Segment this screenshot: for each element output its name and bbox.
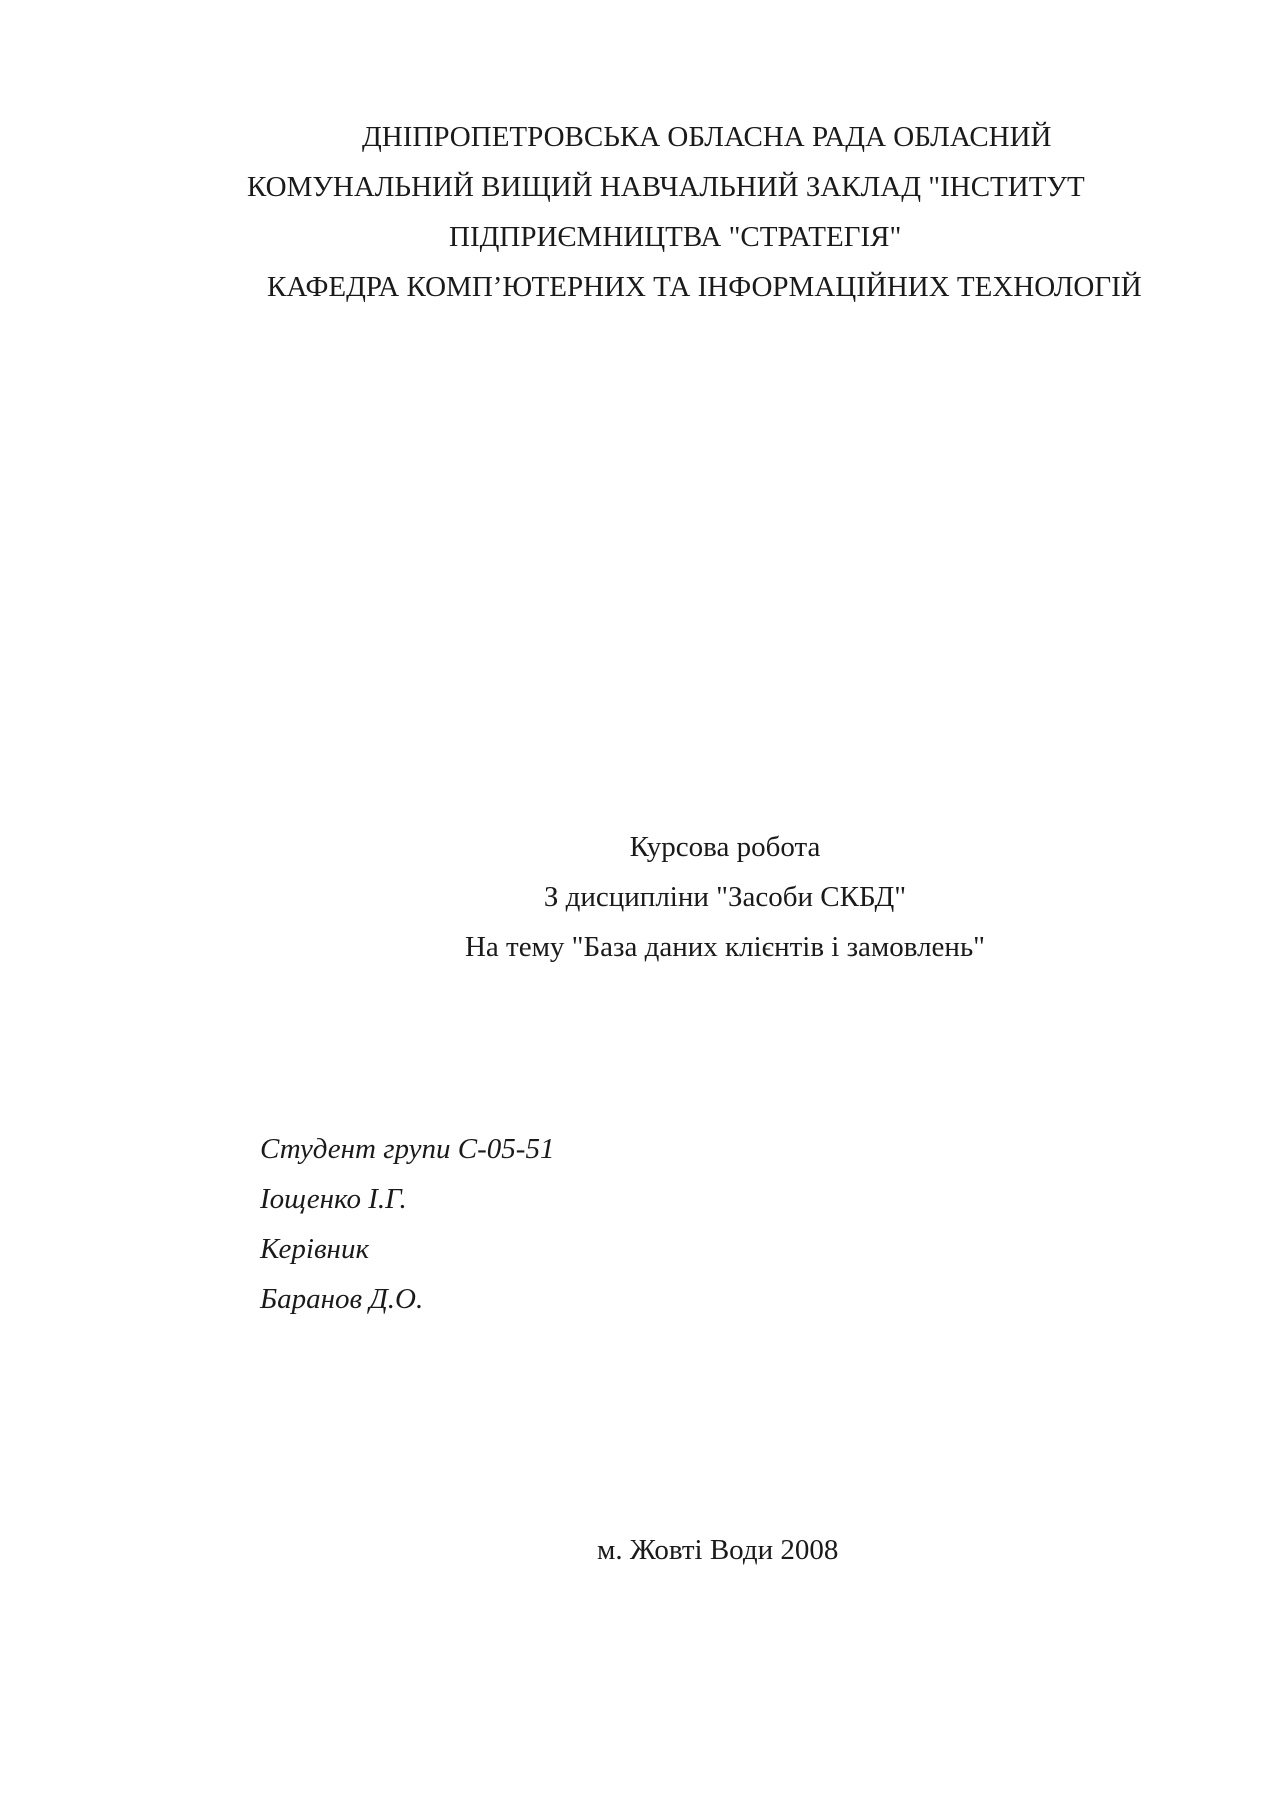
header-line: КАФЕДРА КОМП’ЮТЕРНИХ ТА ІНФОРМАЦІЙНИХ ТЕХНОЛОГІЙ bbox=[267, 271, 1142, 303]
header-line: ПІДПРИЄМНИЦТВА "СТРАТЕГІЯ" bbox=[449, 221, 902, 253]
header-line: ДНІПРОПЕТРОВСЬКА ОБЛАСНА РАДА ОБЛАСНИЙ bbox=[362, 121, 1052, 153]
topic: На тему "База даних клієнтів і замовлень" bbox=[464, 931, 986, 963]
supervisor-label: Керівник bbox=[260, 1233, 370, 1265]
city-year: м. Жовті Води 2008 bbox=[597, 1534, 839, 1566]
student-name: Іощенко І.Г. bbox=[260, 1183, 407, 1215]
supervisor-name: Баранов Д.О. bbox=[260, 1283, 424, 1315]
student-group: Студент групи С-05-51 bbox=[260, 1133, 555, 1165]
work-type: Курсова робота bbox=[629, 831, 821, 863]
discipline: З дисципліни "Засоби СКБД" bbox=[543, 881, 907, 913]
header-line: КОМУНАЛЬНИЙ ВИЩИЙ НАВЧАЛЬНИЙ ЗАКЛАД "ІНСТИТУТ bbox=[247, 171, 1085, 203]
